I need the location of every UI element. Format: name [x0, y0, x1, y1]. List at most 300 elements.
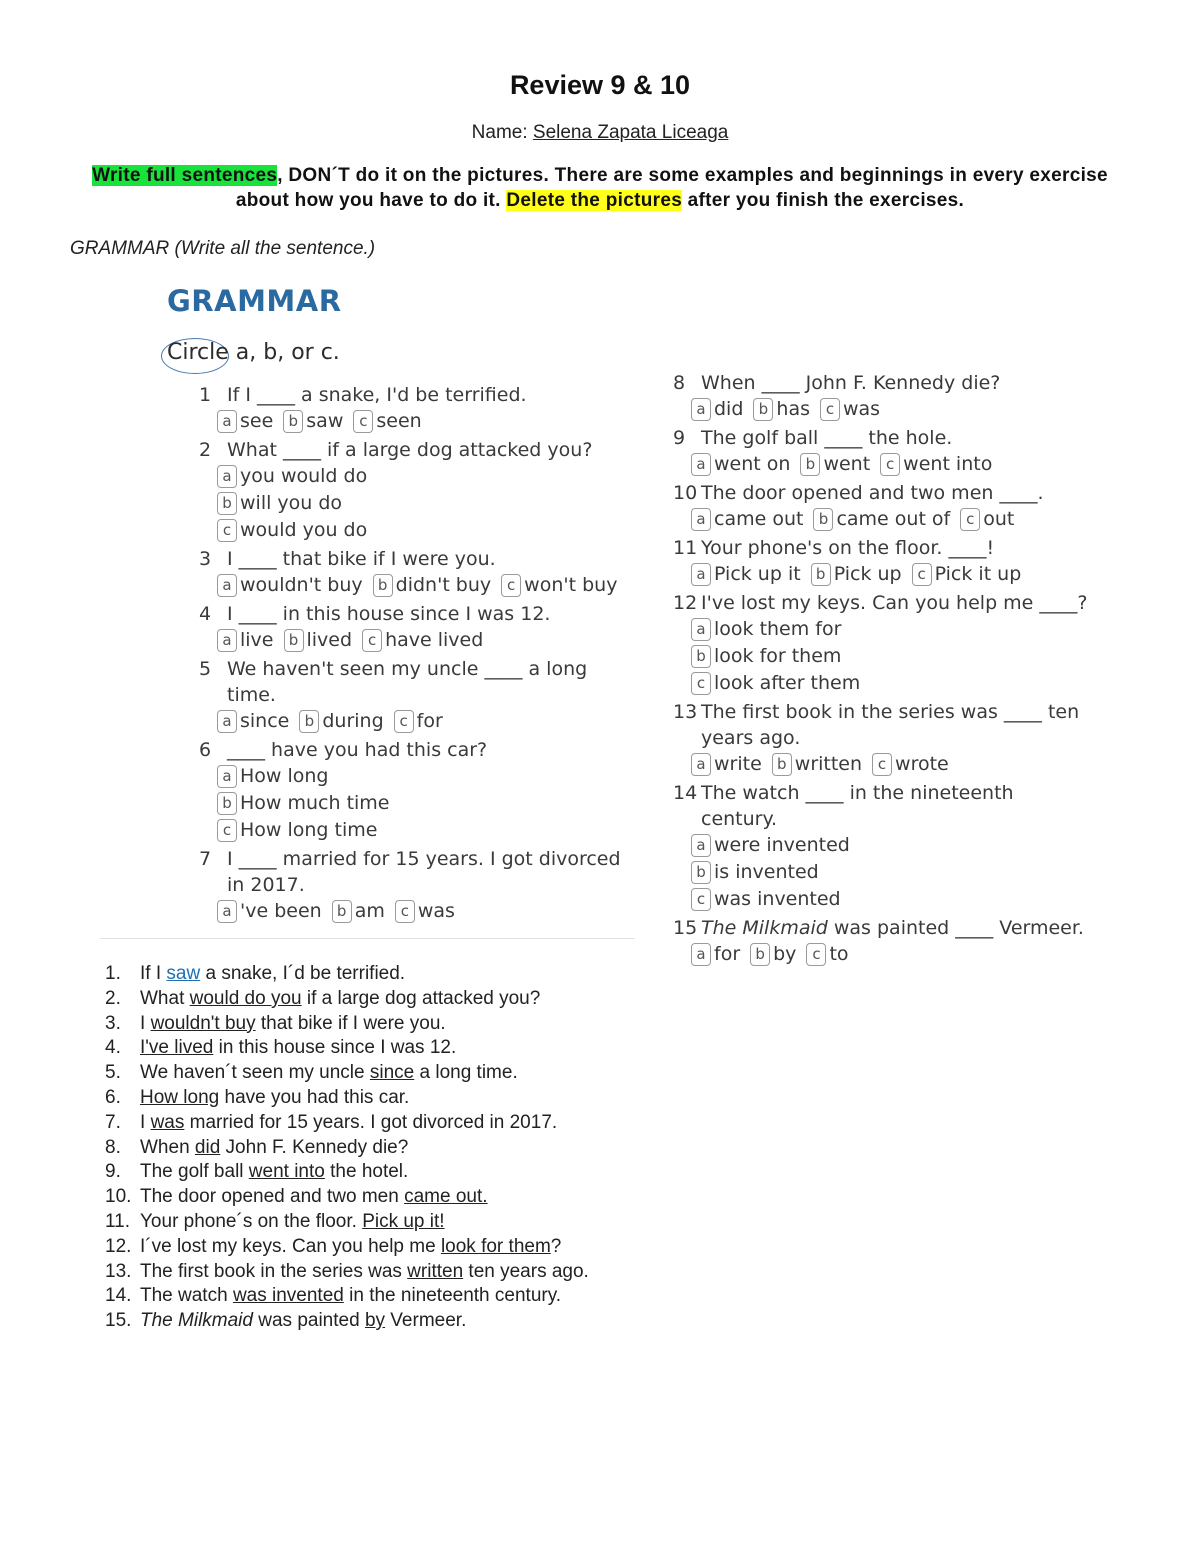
question-line	[673, 915, 1093, 941]
question-item	[673, 480, 1093, 533]
exercise-column-left	[199, 382, 639, 927]
option	[691, 643, 1093, 670]
option-text: have lived	[385, 629, 484, 651]
page-title: Review 9 & 10	[509, 70, 691, 100]
option	[299, 708, 383, 735]
answer-text: ten years ago.	[463, 1260, 589, 1282]
option-text: 've been	[240, 900, 322, 922]
question-number: 12	[673, 592, 698, 614]
question-text: The door opened and two men ____.	[701, 482, 1044, 504]
option-letter-box: b	[284, 629, 304, 652]
option	[912, 561, 1022, 588]
answer-text: I	[140, 1012, 151, 1034]
option-letter-box: b	[753, 398, 773, 421]
option-letter-box: c	[217, 519, 237, 542]
option-text: was invented	[714, 888, 841, 910]
question-line	[199, 846, 639, 898]
option	[217, 517, 639, 544]
option	[691, 832, 1093, 859]
option-text: see	[240, 410, 274, 432]
option-text: How long time	[240, 819, 378, 841]
option-letter-box: b	[217, 492, 237, 515]
answer-item	[105, 962, 589, 987]
option	[217, 763, 639, 790]
answer-underlined: I've lived	[140, 1037, 214, 1059]
option	[813, 506, 950, 533]
question-line	[673, 780, 1093, 832]
question-line	[673, 480, 1093, 506]
option-letter-box: b	[691, 645, 711, 668]
question-text: Your phone's on the floor. ____!	[701, 537, 995, 559]
answer-underlined: look for them	[440, 1235, 551, 1257]
option	[800, 451, 870, 478]
option-letter-box: a	[217, 465, 237, 488]
option-text: am	[354, 900, 385, 922]
answer-text: If I	[140, 963, 167, 984]
option	[373, 572, 492, 599]
option	[872, 751, 949, 778]
option-text: look after them	[714, 672, 861, 694]
option-letter-box: c	[217, 819, 237, 842]
answer-underlined: written	[407, 1260, 464, 1282]
answer-number: 6.	[105, 1086, 121, 1108]
option-letter-box: a	[691, 834, 711, 857]
answer-item	[105, 1036, 589, 1061]
question-text: I've lost my keys. Can you help me ____?	[701, 592, 1088, 614]
option-letter-box: a	[217, 629, 237, 652]
option	[691, 561, 801, 588]
option-letter-box: b	[772, 753, 792, 776]
option-text: wrote	[895, 753, 949, 775]
option-text: was	[417, 900, 455, 922]
answer-underlined: wouldn't buy	[150, 1012, 256, 1034]
option-letter-box: c	[353, 410, 373, 433]
answer-underlined: would do you	[189, 987, 302, 1009]
question-text-italic: The Milkmaid	[701, 917, 828, 939]
option-text: seen	[376, 410, 422, 432]
option-letter-box: c	[501, 574, 521, 597]
answer-number: 15.	[105, 1310, 132, 1332]
option	[691, 670, 1093, 697]
option-text: went	[823, 453, 871, 475]
answer-text: The first book in the series was	[140, 1260, 408, 1282]
option-text: came out of	[836, 508, 951, 530]
question-item	[673, 699, 1093, 778]
option-text: saw	[306, 410, 344, 432]
question-line	[673, 590, 1093, 616]
answer-text: if a large dog attacked you?	[301, 987, 541, 1009]
answer-underlined: since	[369, 1062, 415, 1084]
answer-item	[105, 1111, 589, 1136]
option-text: went on	[714, 453, 791, 475]
answer-text: married for 15 years. I got divorced in 2017.	[184, 1111, 558, 1133]
instruction-highlight-yellow: Delete the pictures	[506, 190, 683, 211]
option-text: came out	[714, 508, 804, 530]
question-number: 4	[199, 603, 212, 625]
answer-text: The watch	[140, 1285, 233, 1307]
option	[880, 451, 992, 478]
answer-number: 12.	[105, 1235, 132, 1257]
option	[691, 616, 1093, 643]
question-text: I ____ that bike if I were you.	[227, 548, 496, 570]
option	[691, 859, 1093, 886]
question-text: I ____ in this house since I was 12.	[227, 603, 551, 625]
answer-item	[105, 1136, 589, 1161]
question-text: We haven't seen my uncle ____ a long time.	[227, 658, 594, 706]
option-letter-box: c	[362, 629, 382, 652]
option-letter-box: c	[872, 753, 892, 776]
question-number: 14	[673, 782, 698, 804]
answer-number: 1.	[105, 963, 121, 984]
option	[217, 490, 639, 517]
question-options	[199, 708, 639, 735]
answer-text: a long time.	[414, 1062, 518, 1084]
option	[691, 886, 1093, 913]
question-options	[199, 763, 639, 844]
answer-item	[105, 1309, 589, 1334]
option-letter-box: c	[912, 563, 932, 586]
option	[353, 408, 421, 435]
answer-text: have you had this car.	[219, 1086, 410, 1108]
question-number: 1	[199, 384, 212, 406]
option-text: during	[322, 710, 384, 732]
answer-text-italic: The Milkmaid	[140, 1310, 253, 1332]
answer-text: John F. Kennedy die?	[220, 1136, 409, 1158]
option	[691, 506, 803, 533]
question-text: What ____ if a large dog attacked you?	[227, 439, 593, 461]
option-text: look for them	[714, 645, 842, 667]
question-options	[673, 616, 1093, 697]
answer-item	[105, 1012, 589, 1037]
option	[217, 408, 273, 435]
answer-number: 8.	[105, 1136, 121, 1158]
question-options	[199, 572, 639, 599]
option-letter-box: c	[395, 900, 415, 923]
option-text: Pick up	[833, 563, 902, 585]
question-options	[673, 832, 1093, 913]
option	[691, 751, 762, 778]
option	[960, 506, 1014, 533]
question-text: was painted ____ Vermeer.	[827, 917, 1084, 939]
name-value: Selena Zapata Liceaga	[532, 122, 729, 143]
answer-item	[105, 987, 589, 1012]
answer-item	[105, 1235, 589, 1260]
option-letter-box: a	[217, 574, 237, 597]
answer-number: 7.	[105, 1111, 121, 1133]
question-item	[199, 382, 639, 435]
option-letter-box: a	[691, 563, 711, 586]
answer-number: 11.	[105, 1210, 131, 1232]
question-options	[199, 898, 639, 925]
option	[362, 627, 483, 654]
option-letter-box: a	[217, 900, 237, 923]
question-text: The first book in the series was ____ ten years ago.	[701, 701, 1086, 749]
question-line	[673, 535, 1093, 561]
name-line	[0, 122, 1200, 144]
option-text: to	[829, 943, 849, 965]
option-letter-box: b	[813, 508, 833, 531]
option	[772, 751, 862, 778]
question-number: 2	[199, 439, 212, 461]
question-item	[199, 546, 639, 599]
option	[217, 790, 639, 817]
option-letter-box: a	[691, 618, 711, 641]
option-letter-box: a	[217, 765, 237, 788]
answer-number: 9.	[105, 1161, 121, 1183]
question-number: 11	[673, 537, 698, 559]
option-text: didn't buy	[395, 574, 492, 596]
question-options	[673, 451, 1093, 478]
answer-text: that bike if I were you.	[255, 1012, 446, 1034]
option	[217, 463, 639, 490]
question-item	[673, 780, 1093, 913]
question-options	[673, 751, 1093, 778]
question-line	[199, 737, 639, 763]
question-text: The watch ____ in the nineteenth century.	[701, 782, 1020, 830]
option-text: you would do	[240, 465, 368, 487]
option-text: write	[714, 753, 762, 775]
question-item	[673, 425, 1093, 478]
question-options	[673, 941, 1093, 968]
option-letter-box: b	[283, 410, 303, 433]
question-options	[673, 396, 1093, 423]
answer-text: was painted	[252, 1310, 365, 1332]
option	[395, 898, 455, 925]
question-number: 13	[673, 701, 698, 723]
answer-underlined: by	[364, 1310, 386, 1332]
answer-underlined: How long	[140, 1086, 220, 1108]
question-options	[199, 463, 639, 544]
option-text: was	[843, 398, 881, 420]
option	[820, 396, 880, 423]
option	[691, 451, 790, 478]
option-letter-box: a	[691, 753, 711, 776]
answer-list	[105, 962, 589, 1334]
answer-text: We haven´t seen my uncle	[140, 1062, 370, 1084]
option	[284, 627, 353, 654]
answer-text: the hotel.	[324, 1161, 409, 1183]
answer-text: I	[140, 1111, 151, 1133]
option-text: wouldn't buy	[240, 574, 363, 596]
question-item	[673, 590, 1093, 697]
question-item	[199, 601, 639, 654]
option-letter-box: b	[811, 563, 831, 586]
option-letter-box: c	[691, 888, 711, 911]
answer-underlined: came out.	[404, 1186, 488, 1208]
answer-text: What	[140, 987, 190, 1009]
answer-number: 5.	[105, 1062, 121, 1084]
exercise-column-right	[673, 370, 1093, 970]
question-number: 10	[673, 482, 698, 504]
question-number: 15	[673, 917, 698, 939]
question-item	[673, 915, 1093, 968]
option	[394, 708, 443, 735]
question-text: When ____ John F. Kennedy die?	[701, 372, 1001, 394]
option-text: live	[240, 629, 274, 651]
option-text: Pick up it	[714, 563, 801, 585]
option-text: How much time	[240, 792, 390, 814]
exercise-instruction: Circle a, b, or c.	[167, 340, 340, 365]
option-letter-box: b	[800, 453, 820, 476]
question-number: 5	[199, 658, 212, 680]
option-letter-box: c	[394, 710, 414, 733]
answer-underlined: went into	[248, 1161, 325, 1183]
question-item	[199, 846, 639, 925]
answer-text: a snake, I´d be terrified.	[200, 963, 406, 984]
option-letter-box: a	[691, 398, 711, 421]
option-text: went into	[903, 453, 993, 475]
answer-text: I´ve lost my keys. Can you help me	[140, 1235, 441, 1257]
answer-number: 3.	[105, 1012, 121, 1034]
option-text: since	[240, 710, 290, 732]
answer-text: The golf ball	[140, 1161, 249, 1183]
question-line	[199, 437, 639, 463]
option-text: written	[794, 753, 863, 775]
option	[283, 408, 343, 435]
instruction-highlight-green: Write full sentences	[92, 165, 278, 186]
question-item	[673, 535, 1093, 588]
option-letter-box: b	[217, 792, 237, 815]
question-line	[199, 546, 639, 572]
exercise-title: GRAMMAR	[167, 284, 342, 318]
answer-number: 10.	[105, 1186, 132, 1208]
answer-item	[105, 1086, 589, 1111]
question-number: 3	[199, 548, 212, 570]
option	[217, 708, 289, 735]
option-text: would you do	[240, 519, 368, 541]
answer-text: in this house since I was 12.	[213, 1037, 457, 1059]
option-letter-box: a	[217, 710, 237, 733]
option-text: look them for	[714, 618, 842, 640]
question-text: ____ have you had this car?	[227, 739, 488, 761]
answer-item	[105, 1210, 589, 1235]
question-number: 6	[199, 739, 212, 761]
option	[217, 572, 363, 599]
section-heading: GRAMMAR (Write all the sentence.)	[70, 238, 376, 259]
option	[753, 396, 810, 423]
option	[691, 396, 743, 423]
question-options	[199, 627, 639, 654]
question-line	[199, 382, 639, 408]
answer-text: in the nineteenth century.	[343, 1285, 562, 1307]
question-line	[673, 370, 1093, 396]
option-text: is invented	[714, 861, 819, 883]
option-text: by	[773, 943, 797, 965]
option-text: for	[714, 943, 741, 965]
option-text: has	[776, 398, 810, 420]
answer-underlined: did	[194, 1136, 221, 1158]
answer-number: 2.	[105, 987, 121, 1009]
option-text: were invented	[714, 834, 850, 856]
option	[691, 941, 740, 968]
instruction-text-1: , DON´T do it on the pictures. There are some examples and beginnings in every exercise about how you have to do it.	[235, 165, 1108, 211]
question-options	[199, 408, 639, 435]
question-item	[673, 370, 1093, 423]
option-letter-box: a	[217, 410, 237, 433]
answer-text: ?	[550, 1235, 562, 1257]
answer-text: Your phone´s on the floor.	[140, 1210, 363, 1232]
option-text: out	[983, 508, 1015, 530]
answer-item	[105, 1260, 589, 1285]
answer-underlined: was invented	[232, 1285, 344, 1307]
question-line	[673, 699, 1093, 751]
answer-underlined: Pick up it!	[362, 1210, 445, 1232]
divider	[100, 938, 635, 939]
option-text: Pick it up	[934, 563, 1022, 585]
option-letter-box: c	[691, 672, 711, 695]
option-letter-box: b	[373, 574, 393, 597]
option-letter-box: c	[960, 508, 980, 531]
answer-underlined: saw	[166, 963, 201, 984]
question-line	[673, 425, 1093, 451]
option	[217, 817, 639, 844]
option-letter-box: a	[691, 453, 711, 476]
option-letter-box: c	[820, 398, 840, 421]
question-text: The golf ball ____ the hole.	[701, 427, 953, 449]
option-text: won't buy	[524, 574, 618, 596]
question-text: I ____ married for 15 years. I got divorced in 2017.	[227, 848, 627, 896]
question-item	[199, 737, 639, 844]
option-letter-box: b	[299, 710, 319, 733]
option-letter-box: c	[880, 453, 900, 476]
option	[501, 572, 617, 599]
question-number: 8	[673, 372, 686, 394]
question-item	[199, 437, 639, 544]
answer-text: When	[140, 1136, 195, 1158]
question-options	[673, 561, 1093, 588]
option-text: How long	[240, 765, 329, 787]
option-text: did	[714, 398, 744, 420]
instruction-text-2: after you finish the exercises.	[682, 190, 965, 211]
option	[811, 561, 902, 588]
option	[332, 898, 385, 925]
question-number: 9	[673, 427, 686, 449]
option	[750, 941, 796, 968]
answer-item	[105, 1185, 589, 1210]
exercise-image	[95, 278, 1095, 965]
instructions	[70, 163, 1130, 213]
option-letter-box: a	[691, 508, 711, 531]
option-letter-box: b	[332, 900, 352, 923]
question-line	[199, 656, 639, 708]
answer-number: 14.	[105, 1285, 132, 1307]
option-letter-box: b	[750, 943, 770, 966]
question-line	[199, 601, 639, 627]
answer-item	[105, 1284, 589, 1309]
question-item	[199, 656, 639, 735]
question-options	[673, 506, 1093, 533]
option	[217, 898, 322, 925]
name-label: Name:	[471, 122, 533, 143]
option-letter-box: b	[691, 861, 711, 884]
option-letter-box: c	[806, 943, 826, 966]
answer-number: 4.	[105, 1037, 121, 1059]
answer-underlined: was	[150, 1111, 185, 1133]
answer-item	[105, 1160, 589, 1185]
question-text: If I ____ a snake, I'd be terrified.	[227, 384, 527, 406]
option-text: for	[416, 710, 443, 732]
answer-text: The door opened and two men	[140, 1186, 405, 1208]
answer-number: 13.	[105, 1260, 132, 1282]
option-letter-box: a	[691, 943, 711, 966]
answer-item	[105, 1061, 589, 1086]
option	[806, 941, 848, 968]
option-text: will you do	[240, 492, 343, 514]
option	[217, 627, 274, 654]
answer-text: Vermeer.	[385, 1310, 467, 1332]
option-text: lived	[306, 629, 353, 651]
question-number: 7	[199, 848, 212, 870]
